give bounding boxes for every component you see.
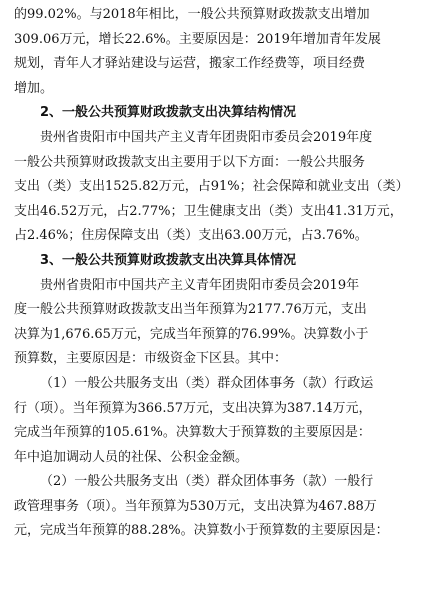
text-line: 完成当年预算的105.61%。决算数大于预算数的主要原因是： xyxy=(14,425,371,441)
text-line: 年中追加调动人员的社保、公积金金额。 xyxy=(14,449,249,465)
text-line: 预算数，主要原因是：市级资金下区县。其中： xyxy=(14,351,288,367)
section-heading: 3、一般公共预算财政拨款支出决算具体情况 xyxy=(40,252,297,268)
text-line: 决算为1,676.65万元，完成当年预算的76.99%。决算数小于 xyxy=(14,326,369,342)
text-line: 行（项）。当年预算为366.57万元，支出决算为387.14万元， xyxy=(14,400,372,416)
text-line: 占2.46%；住房保障支出（类）支出63.00万元，占3.76%。 xyxy=(14,228,368,244)
text-line: （2）一般公共服务支出（类）群众团体事务（款）一般行 xyxy=(40,474,374,490)
text-line: 贵州省贵阳市中国共产主义青年团贵阳市委员会2019年 xyxy=(40,277,360,293)
text-line: 309.06万元，增长22.6%。主要原因是：2019年增加青年发展 xyxy=(14,31,381,47)
text-line: 的99.02%。与2018年相比，一般公共预算财政拨款支出增加 xyxy=(14,7,370,22)
text-line: 元，完成当年预算的88.28%。决算数小于预算数的主要原因是： xyxy=(14,523,389,539)
text-line: 增加。 xyxy=(14,80,54,96)
text-line: 支出46.52万元，占2.77%；卫生健康支出（类）支出41.31万元， xyxy=(14,203,403,219)
section-heading: 2、一般公共预算财政拨款支出决算结构情况 xyxy=(40,105,297,121)
text-line: 支出（类）支出1525.82万元，占91%；社会保障和就业支出（类） xyxy=(14,179,409,195)
text-line: （1）一般公共服务支出（类）群众团体事务（款）行政运 xyxy=(40,375,374,391)
text-line: 贵州省贵阳市中国共产主义青年团贵阳市委员会2019年度 xyxy=(40,129,373,145)
text-line: 度一般公共预算财政拨款支出当年预算为2177.76万元，支出 xyxy=(14,302,367,318)
text-line: 政管理事务（项）。当年预算为530万元，支出决算为467.88万 xyxy=(14,498,377,514)
text-line: 一般公共预算财政拨款支出主要用于以下方面：一般公共服务 xyxy=(14,154,366,170)
text-line: 规划，青年人才驿站建设与运营，搬家工作经费等，项目经费 xyxy=(14,56,366,72)
